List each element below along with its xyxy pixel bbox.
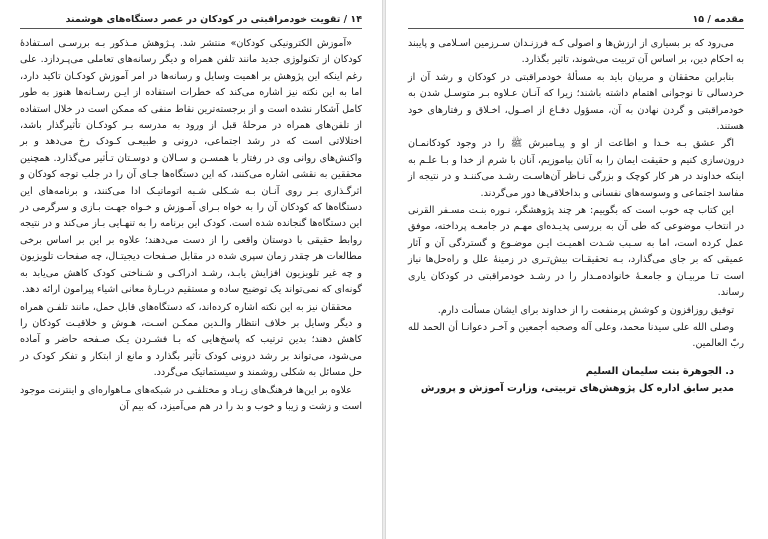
author-role: مدیر سابق اداره کل پژوهش‌های تربیتی، وزارت آموزش و پرورش: [420, 382, 734, 394]
paragraph: توفیق روزافزون و کوشش پرمنفعت را از خداوند برای ایشان مسألت دارم.: [437, 304, 734, 316]
right-page: [386, 0, 768, 539]
running-title: ۱۴ / تقویت خودمراقبتی در کودکان در عصر دستگاه‌های هوشمند: [65, 14, 362, 25]
paragraph: بنابراین محققان و مربیان باید به مسألۀ خودمراقبتی در کودکان و رشد آن از خردسالی تا نوجوانی اهتمام داشته باشند؛ زیرا که آنـان عـلاوه بـر متوسـل شدن به خودمراقبتی و گردن نهادن به آن، مسؤول دفـاع از اصـول، اخـلاق و رفتارهای خود هستند.: [408, 71, 744, 133]
page-header: [20, 14, 362, 29]
running-title: مقدمه / ۱۵: [692, 14, 744, 25]
paragraph: علاوه بر این‌ها فرهنگ‌های زیـاد و مختلفـی در شبکه‌های مـاهواره‌ای و اینترنت موجود است و زشت و زیبا و خوب و بد را در هم می‌آمیزد، که بیم آن: [20, 384, 362, 412]
page-header: [408, 14, 744, 29]
paragraph: این کتاب چه خوب است که بگوییم: هر چند پژوهشگر، نـوره بنـت مسـفر القرنی در انتخاب موضوعی که طی آن به بررسی پدیـده‌ای مهـم در جامعـه پرداخته، موفق عمل کرده است، اما به سـبب شـدت اهمیـت ایـن موضـوع و گستردگی آن و آثار عمیقی که بر جای می‌گذارد، بـه تحقیقـات بیش‌تـری در زمینۀ علل و راه‌حل‌ها نیاز است تـا مربیـان و جامعـۀ خانواده‌مـدار را در رشـد خودمراقبتی در کودکان یاری رساند.: [408, 205, 744, 299]
left-page: [0, 0, 382, 539]
body-text: [20, 36, 362, 415]
signature-block: [408, 363, 744, 397]
paragraph: می‌رود که بر بسیاری از ارزش‌ها و اصولی کـه فرزنـدان سـرزمین اسـلامی و پایبند به احکام دین، بر اساس آن تربیت می‌شوند، تاثیر بگذارد.: [408, 38, 744, 66]
paragraph: اگر عشق بـه خـدا و اطاعت از او و پیـامبرش ﷺ را در وجود کودکانمـان درون‌سازی کنیم و حقیقت ایمان را به آنان بیاموزیم، آنان با شرم از خدا و بـا علـم به اینکه خداوند در هر کار کوچک و بزرگی نـاظر آن‌هاسـت رشـد می‌کننـد و در نتیجه از مفاسد اجتماعی و وسوسه‌های نفسانی و بداخلاقی‌ها دور می‌گردند.: [408, 138, 744, 199]
body-text: [408, 36, 744, 353]
paragraph: «آموزش الکترونیکی کودکان» منتشر شد. پـژوهش مـذکور بـه بررسـی اسـتفادۀ کودکان از تکنولوژی جدید مانند تلفن همراه و دیگر رسانه‌های تعاملی می‌پـردازد. علی رغم اینکه این پژوهش بر اهمیت وسایل و رسانه‌ها در امر آموزش کودکـان تاکید دارد، اما به این نکته نیز اشاره می‌کند که خطرات استفاده از ایـن رسـانه‌ها هنوز به طور کامل آشکار نشده است و از برجسته‌ترین نقاط منفی که ممکن است در خلال استفاده از تلفن‌های همراه در مرحلۀ قبل از ورود به مدرسه بـر کودکـان تأثیرگذار باشد، اختلالاتی است که در رشد اجتماعی، درونی و طبیعـی کـودک رخ می‌دهد و بر واکنش‌های روانی وی در رفتار با همسـن و سـالان و دوسـتان تـأثیر می‌گذارد. همچنین محققین به نقشی اشاره می‌کنند، که این دستگاه‌ها جـای آن را در جلب توجه کودکان و اثرگـذاری بـر روی آنـان بـه شـکلی شـبه اتوماتیـک ادا می‌کنند، و برنامه‌های این دستگاه‌ها که کودکان آن را به خواه بـرای آمـوزش و خـواه جهـت بـازی و سرگرمی در این دستگاه‌ها گنجانده شده است. کودک این برنامه را به تنهـایی بـاز می‌کند و در نتیجه روابط حقیقی با دوستان واقعی را از دست می‌دهند؛ علاوه بر این بر اساس برخی مطالعات هر چقدر زمان سپری شده در مقابل صـفحات دیجیتـال، چه صفحات تلویزیون و چه غیر تلویزیون افزایش یابـد، رشـد ادراکـی و شـناختی کودک کاهش می‌یابد به گونه‌ای که نمی‌تواند یک توضیح ساده و مستقیم دربـارۀ معانی اشیاء پیرامون ارائه دهد.: [20, 38, 362, 296]
author-name: د. الجوهرة بنت سلیمان السلیم: [585, 365, 734, 377]
paragraph: محققان نیز به این نکته اشاره کرده‌اند، که دستگاه‌های قابل حمل، مانند تلفـن همراه و دیگر وسایل بر خلاف انتظار والـدین ممکـن اسـت، هـوش و خلاقیـت کودکان را کاهش دهند؛ بدین ترتیب که پاسخ‌هایی که بـا فشـردن یـک صـفحه حاضر و آماده می‌شود، می‌تواند بر رشد درونی کودک تأثیر بگذارد و مانع از ابتکار و تفکر کودک در حل مسائل به شکلی روشمند و سیستماتیک می‌گردد.: [20, 301, 362, 379]
paragraph: وصلی الله علی سیدنا محمد، وعلی آله وصحبه أجمعین و آخـر دعوانـا أن الحمد لله ربّ العالمین.: [408, 321, 744, 350]
